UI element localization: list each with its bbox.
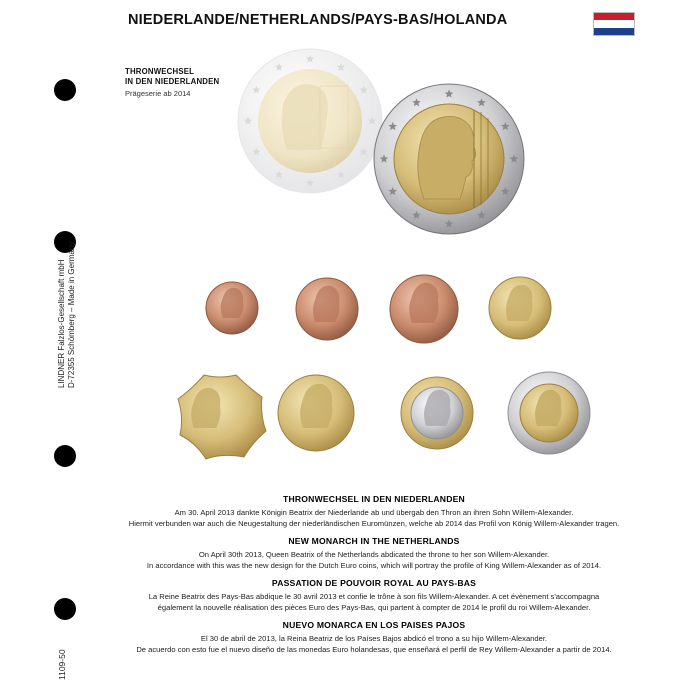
coin-5-cent: [390, 275, 458, 343]
section-heading-fr: PASSATION DE POUVOIR ROYAL AU PAYS-BAS: [271, 578, 477, 588]
coin-10-cent: [489, 277, 551, 339]
coin-50-cent: [278, 375, 354, 451]
section-heading-es: NUEVO MONARCA EN LOS PAISES PAJOS: [282, 620, 466, 630]
coin-2-euro: [508, 372, 590, 454]
section-text-de-1: Am 30. April 2013 dankte Königin Beatrix der Niederlande ab und übergab den Thron an ihren Sohn Willem-Alexander.: [174, 508, 574, 517]
coin-1-cent: [206, 282, 258, 334]
section-text-es-1: El 30 de abril de 2013, la Reina Beatriz de los Países Bajos abdicó el trono a su hijo Willem-Alexander.: [200, 634, 548, 643]
page-code: 1109-50: [57, 649, 67, 680]
coin-2-euro-beatrix-faded: [238, 49, 382, 193]
page-title: NIEDERLANDE/NETHERLANDS/PAYS-BAS/HOLANDA: [128, 12, 508, 28]
intro-title-line-1: THRONWECHSEL: [125, 67, 195, 76]
coin-20-cent: [178, 375, 266, 459]
manufacturer-line-1: LINDNER Falzlos-Gesellschaft mbH: [57, 259, 66, 388]
section-text-de-2: Hiermit verbunden war auch die Neugestaltung der niederländischen Euromünzen, welche ab 2014 das Profil von König Willem-Alexander tragen.: [128, 519, 620, 528]
section-text-en-2: In accordance with this was the new design for the Dutch Euro coins, which will portray the profile of King Willem-Alexander as of 2014.: [146, 561, 602, 570]
manufacturer-line-2: D-72355 Schömberg – Made in Germany: [67, 241, 76, 388]
intro-subtitle: Prägeserie ab 2014: [125, 89, 191, 98]
multilingual-text-block: [100, 494, 648, 655]
coin-2-euro-willem-alexander: [374, 84, 524, 234]
section-text-fr-1: La Reine Beatrix des Pays-Bas abdique le 30 avril 2013 et confie le trône à son fils Willem-Alexander. A cet évènement s'accompagna: [148, 592, 600, 601]
section-heading-en: NEW MONARCH IN THE NETHERLANDS: [288, 536, 460, 546]
section-text-es-2: De acuerdo con esto fue el nuevo diseño de las monedas Euro holandesas, que enseñará el perfil de Rey Willem-Alexander a partir de 2014.: [136, 645, 612, 654]
coin-2-cent: [296, 278, 358, 340]
coin-1-euro: [401, 377, 473, 449]
section-text-en-1: On April 30th 2013, Queen Beatrix of the Netherlands abdicated the throne to her son Willem-Alexander.: [198, 550, 550, 559]
section-text-fr-2: également la nouvelle réalisation des pièces Euro des Pays-Bas, qui partent à compter de 2014 le profil du roi Willem-Alexander.: [157, 603, 591, 612]
section-heading-de: THRONWECHSEL IN DEN NIEDERLANDEN: [283, 494, 465, 504]
intro-title-line-2: IN DEN NIEDERLANDEN: [125, 77, 220, 86]
